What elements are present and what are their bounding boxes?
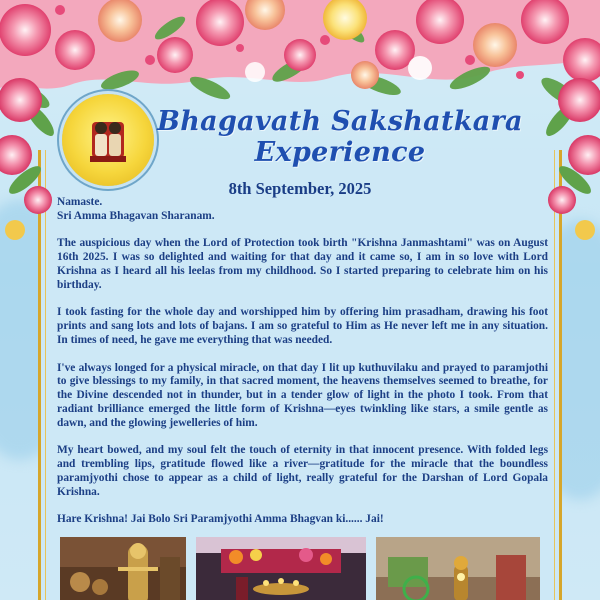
greeting-line-1: Namaste. — [57, 196, 103, 208]
greeting — [57, 196, 548, 224]
paragraph: I took fasting for the whole day and worshipped him by offering him prasadham, drawing his foot prints and sang lots and lots of bajans. I am so grateful to Him as He never left me in any situation. In times of need, he gave me everything that was needed. — [57, 306, 548, 346]
paragraph: My heart bowed, and my soul felt the touch of eternity in that innocent presence. With folded legs and trembling lips, gratitude flowed like a river—gratitude for the miracle that the boundless paramjyothi chose to appear as a child of light, really grateful for the Darshan of Lord Gopala Krishna. — [57, 444, 548, 498]
title-line-1: Bhagavath Sakshatkara — [157, 106, 523, 137]
altar-lamp-photo — [196, 537, 366, 600]
title-line-2: Experience — [254, 137, 426, 168]
closing-line: Hare Krishna! Jai Bolo Sri Paramjyothi Amma Bhagvan ki...... Jai! — [57, 513, 384, 526]
letter-date: 8th September, 2025 — [228, 179, 372, 198]
kuthuvilaku-light-photo — [376, 537, 540, 600]
page-title — [150, 106, 530, 168]
paragraph: I've always longed for a physical miracle, on that day I lit up kuthuvilaku and prayed to paramjothi to give blessings to my family, in that sacred moment, the heavens themselves seemed to breathe, for the Divine descended not in thunder, but in a tender glow of light in the photo I took. From that radiant brilliance emerged the little form of Krishna—eyes twinkling like stars, a smile gentle as dawn, and the glowing jewelleries of him. — [57, 361, 548, 429]
amma-bhagavan-emblem — [62, 94, 154, 186]
letter-body — [57, 196, 548, 541]
paragraph: The auspicious day when the Lord of Protection took birth "Krishna Janmashtami" was on August 16th 2025. I was so delighted and waiting for that day and it came so, I am in so love with Lord Krishna as I heard all his leelas from my childhood. So I started preparing to celebrate him on his birthday. — [57, 237, 548, 291]
greeting-line-2: Sri Amma Bhagavan Sharanam. — [57, 209, 215, 222]
emblem-figures-icon — [62, 94, 154, 186]
krishna-idol-photo — [60, 537, 186, 600]
